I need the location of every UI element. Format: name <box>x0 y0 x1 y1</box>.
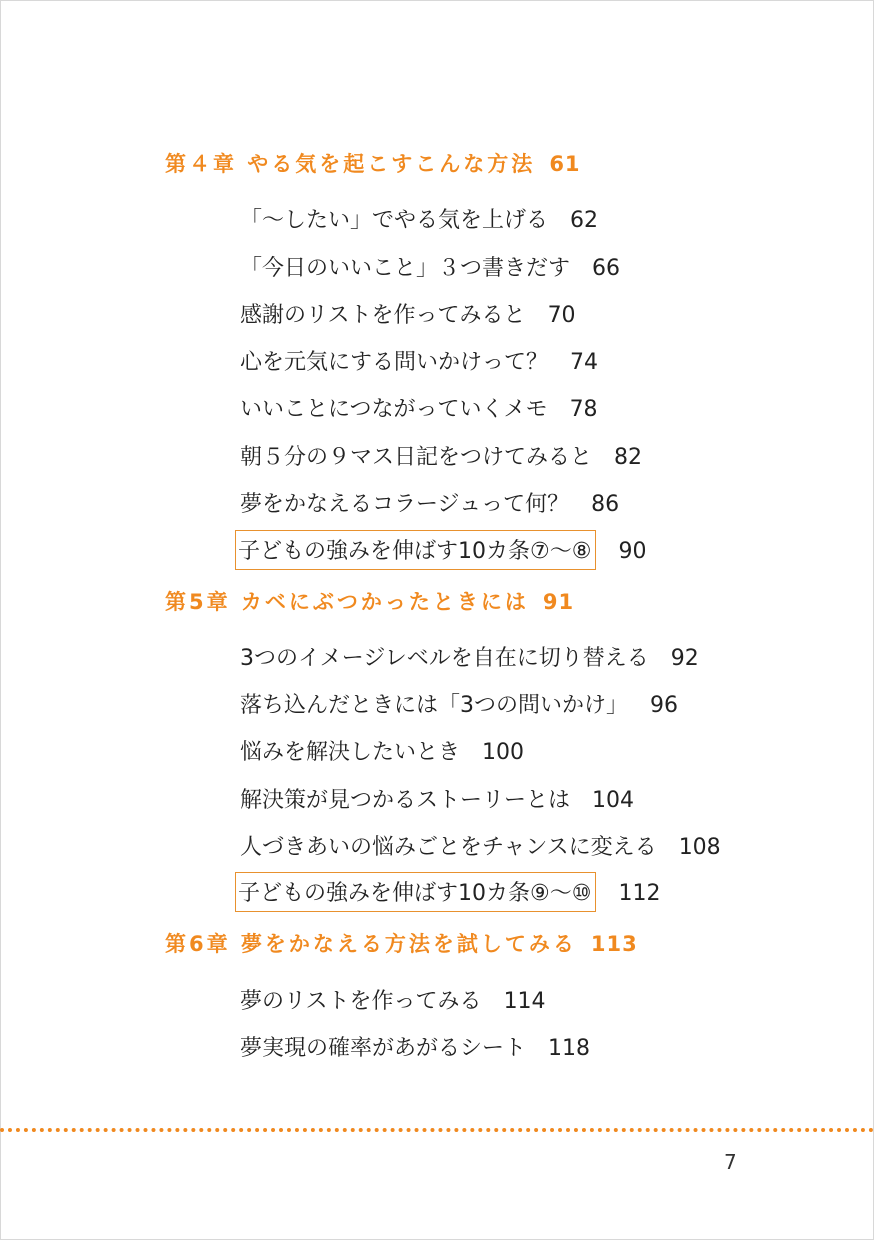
toc-entry <box>240 783 634 814</box>
entry-page: 82 <box>614 445 643 470</box>
entry-page: 92 <box>670 646 699 671</box>
toc-entry <box>240 641 699 672</box>
toc-entry <box>240 984 546 1015</box>
entry-page: 78 <box>569 397 598 422</box>
entry-page: 90 <box>618 539 647 564</box>
chapter-page: 91 <box>542 590 575 614</box>
chapter-title: 第４章 やる気を起こすこんな方法 <box>165 152 536 176</box>
entry-title: 「今日のいいこと」３つ書きだす <box>240 256 571 281</box>
toc-entry <box>240 487 619 518</box>
entry-page: 118 <box>548 1036 591 1061</box>
entry-page: 74 <box>570 350 599 375</box>
entry-title: 落ち込んだときには「3つの問いかけ」 <box>240 693 628 718</box>
entry-title: 夢のリストを作ってみる <box>240 989 482 1014</box>
entry-page: 62 <box>570 208 599 233</box>
toc-entry <box>240 735 524 766</box>
chapter-page: 61 <box>549 152 581 176</box>
toc-entry-boxed <box>240 872 660 912</box>
entry-title: 人づきあいの悩みごとをチャンスに変える <box>240 835 657 860</box>
entry-page: 96 <box>650 693 678 718</box>
entry-title: 感謝のリストを作ってみると <box>240 303 526 328</box>
entry-title: 悩みを解決したいとき <box>240 740 461 765</box>
chapter-title: 第6章 夢をかなえる方法を試してみる <box>165 932 577 956</box>
boxed-entry-title: 子どもの強みを伸ばす10カ条⑨〜⑩ <box>235 872 596 912</box>
toc-entry <box>240 298 576 329</box>
toc-entry <box>240 203 598 234</box>
chapter-heading-5 <box>165 586 574 616</box>
toc-entry <box>240 345 598 376</box>
entry-page: 108 <box>678 835 721 860</box>
toc-entry <box>240 1031 590 1062</box>
entry-title: 夢実現の確率があがるシート <box>240 1036 527 1061</box>
toc-entry <box>240 392 598 423</box>
entry-title: 3つのイメージレベルを自在に切り替える <box>240 646 649 671</box>
dotted-divider <box>0 1128 874 1132</box>
entry-page: 100 <box>482 740 525 765</box>
chapter-heading-6 <box>165 928 638 958</box>
entry-title: 心を元気にする問いかけって？ <box>240 350 549 375</box>
entry-page: 66 <box>592 256 621 281</box>
entry-title: いいことにつながっていくメモ <box>240 397 548 422</box>
toc-entry <box>240 830 721 861</box>
chapter-title: 第5章 カベにぶつかったときには <box>165 590 529 614</box>
toc-entry <box>240 251 620 282</box>
toc-entry <box>240 688 678 719</box>
entry-title: 夢をかなえるコラージュって何？ <box>240 492 570 517</box>
boxed-entry-title: 子どもの強みを伸ばす10カ条⑦〜⑧ <box>235 530 596 570</box>
chapter-page: 113 <box>590 932 638 956</box>
toc-entry-boxed <box>240 530 646 570</box>
entry-page: 104 <box>592 788 635 813</box>
entry-page: 70 <box>547 303 576 328</box>
entry-title: 朝５分の９マス日記をつけてみると <box>240 445 593 470</box>
entry-page: 112 <box>618 881 661 906</box>
entry-page: 114 <box>503 989 546 1014</box>
entry-title: 「〜したい」でやる気を上げる <box>240 208 549 233</box>
chapter-heading-4 <box>165 148 581 178</box>
entry-title: 解決策が見つかるストーリーとは <box>240 788 571 813</box>
entry-page: 86 <box>591 492 620 517</box>
toc-entry <box>240 440 642 471</box>
page-number: 7 <box>724 1150 737 1174</box>
